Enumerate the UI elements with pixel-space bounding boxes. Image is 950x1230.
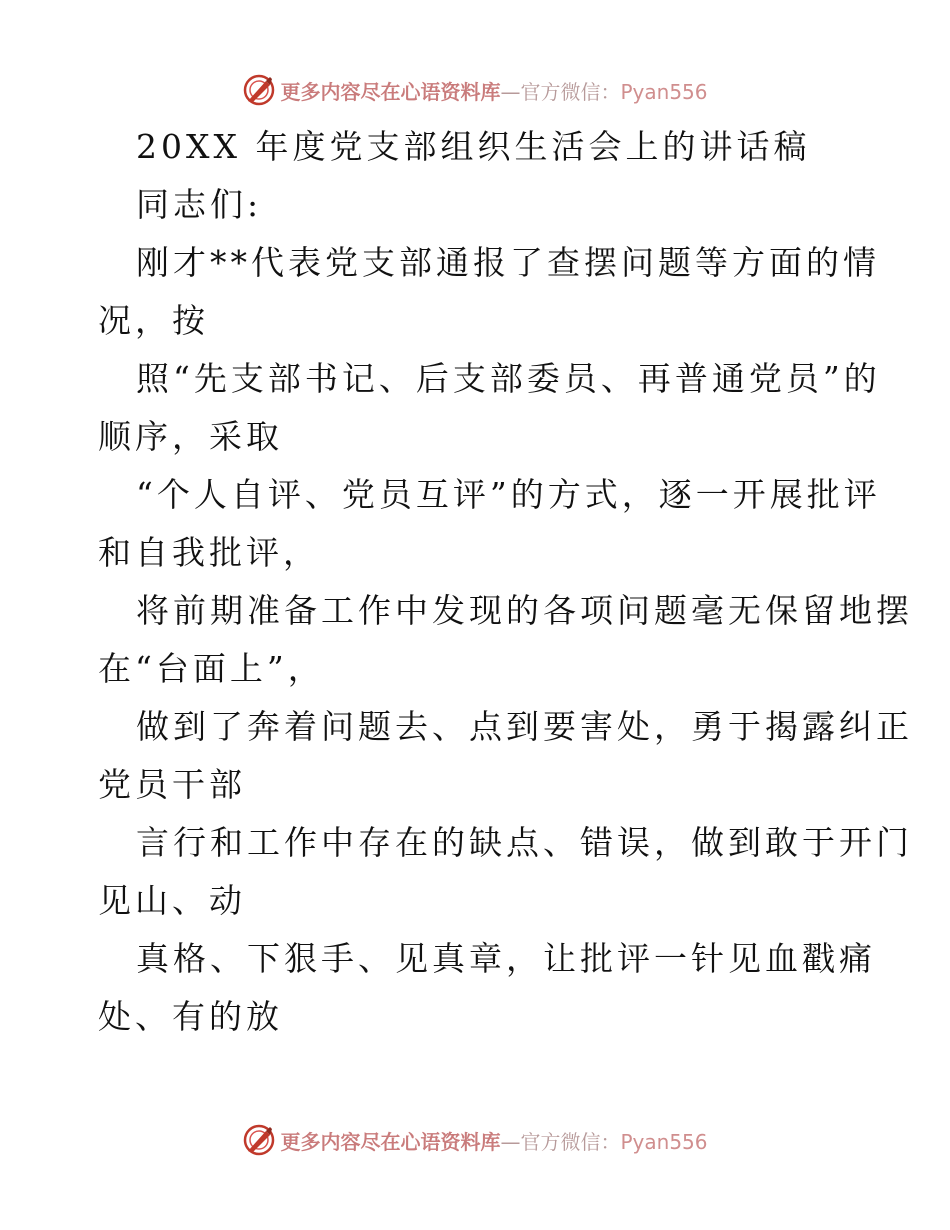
document-line: 真格、下狠手、见真章，让批评一针见血戳痛 [136,939,876,978]
pen-logo-icon [242,73,276,107]
watermark-sub: —官方微信： [500,1129,621,1154]
document-line: 将前期准备工作中发现的各项问题毫无保留地摆 [136,591,913,630]
header-watermark [0,70,950,110]
watermark-id: Pyan556 [620,79,708,104]
document-line: 况，按 [98,301,209,340]
document-body [98,118,913,1046]
document-line: 言行和工作中存在的缺点、错误，做到敢于开门 [136,823,913,862]
watermark-text [280,76,707,105]
pen-logo-icon [242,1123,276,1157]
document-line: 照“先支部书记、后支部委员、再普通党员”的 [136,359,881,398]
document-line: 和自我批评， [98,533,320,572]
document-line: 顺序，采取 [98,417,283,456]
watermark-id: Pyan556 [620,1129,708,1154]
watermark-text [280,1126,707,1155]
document-line: 在“台面上”， [98,649,325,688]
document-line: 刚才**代表党支部通报了查摆问题等方面的情 [136,243,880,282]
document-line: 党员干部 [98,765,246,804]
document-title: 20XX 年度党支部组织生活会上的讲话稿 [136,127,811,166]
document-line: 做到了奔着问题去、点到要害处，勇于揭露纠正 [136,707,913,746]
document-line: 同志们: [136,185,263,224]
watermark-sub: —官方微信： [500,79,621,104]
document-line: 见山、动 [98,881,246,920]
footer-watermark [0,1120,950,1160]
watermark-main: 更多内容尽在心语资料库 [280,79,501,104]
watermark-main: 更多内容尽在心语资料库 [280,1129,501,1154]
document-line: “个人自评、党员互评”的方式，逐一开展批评 [136,475,881,514]
document-line: 处、有的放 [98,997,283,1036]
document-lines [98,176,913,1046]
